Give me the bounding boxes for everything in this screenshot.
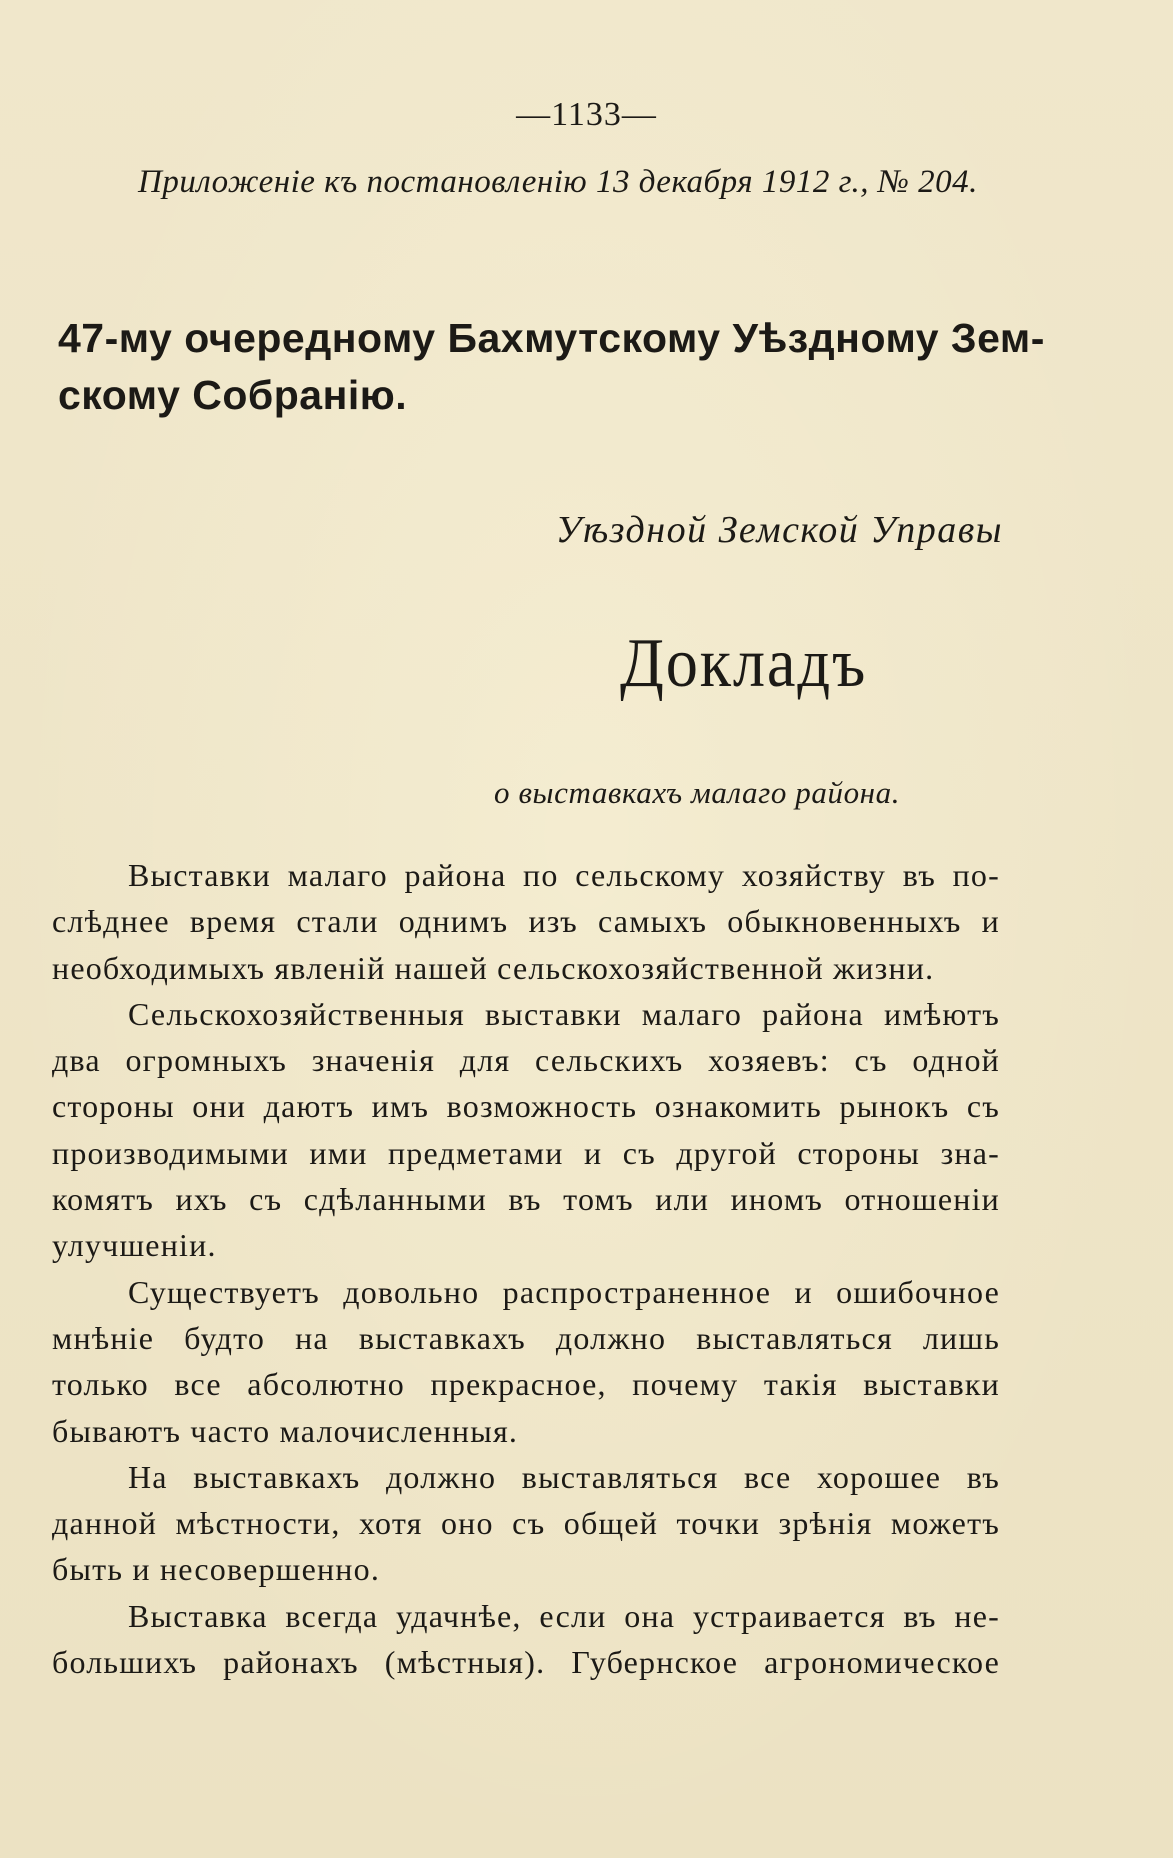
body-text (52, 852, 1000, 1685)
text-line: слѣднее время стали однимъ изъ самыхъ обыкновенныхъ и (52, 903, 1000, 940)
text-line: улучшенiи. (52, 1227, 217, 1264)
text-line: быть и несовершенно. (52, 1551, 381, 1588)
text-line: Сельскохозяйственныя выставки малаго района имѣютъ (128, 995, 1000, 1032)
paragraph-5 (52, 1593, 1000, 1686)
text-line: мнѣнiе будто на выставкахъ должно выставляться лишь (52, 1319, 1000, 1356)
text-line: Существуетъ довольно распространенное и ошибочное (128, 1273, 1000, 1310)
text-line: На выставкахъ должно выставляться все хорошее въ (128, 1458, 1000, 1495)
paragraph-3 (52, 1269, 1000, 1454)
addressee-line-1: 47-му очередному Бахмутскому Уѣздному Зем- (58, 315, 1045, 361)
paragraph-4 (52, 1454, 1000, 1593)
board-heading: Уѣздной Земской Управы (555, 509, 1003, 551)
text-line: Выставка всегда удачнѣе, если она устраивается въ не- (128, 1597, 1000, 1634)
text-line: только все абсолютно прекрасное, почему такiя выставки (52, 1366, 1000, 1403)
page-number: —1133— (516, 96, 657, 133)
text-line: производимыми ими предметами и съ другой стороны зна- (52, 1134, 1000, 1171)
text-line: данной мѣстности, хотя оно съ общей точки зрѣнiя можетъ (52, 1505, 1000, 1542)
text-line: комятъ ихъ съ сдѣланными въ томъ или иномъ отношенiи (52, 1181, 1000, 1218)
report-subject: о выставкахъ малаго района. (494, 775, 901, 810)
text-line: Выставки малаго района по сельскому хозяйству въ по- (128, 857, 1000, 893)
report-title: Докладъ (620, 625, 868, 702)
addressee-line-2: скому Собранiю. (58, 372, 408, 418)
text-line: бываютъ часто малочисленныя. (52, 1412, 519, 1449)
paragraph-1 (52, 852, 1000, 991)
text-line: два огромныхъ значенiя для сельскихъ хозяевъ: съ одной (52, 1042, 1000, 1079)
appendix-note: Приложенiе къ постановленiю 13 декабря 1912 г., № 204. (138, 164, 978, 200)
text-line: стороны они даютъ имъ возможность ознакомить рынокъ съ (52, 1088, 1000, 1125)
text-line: большихъ районахъ (мѣстныя). Губернское агрономическое (52, 1644, 1000, 1681)
text-line: необходимыхъ явленiй нашей сельскохозяйственной жизни. (52, 949, 935, 986)
addressee-heading (58, 310, 1045, 424)
paragraph-2 (52, 991, 1000, 1269)
